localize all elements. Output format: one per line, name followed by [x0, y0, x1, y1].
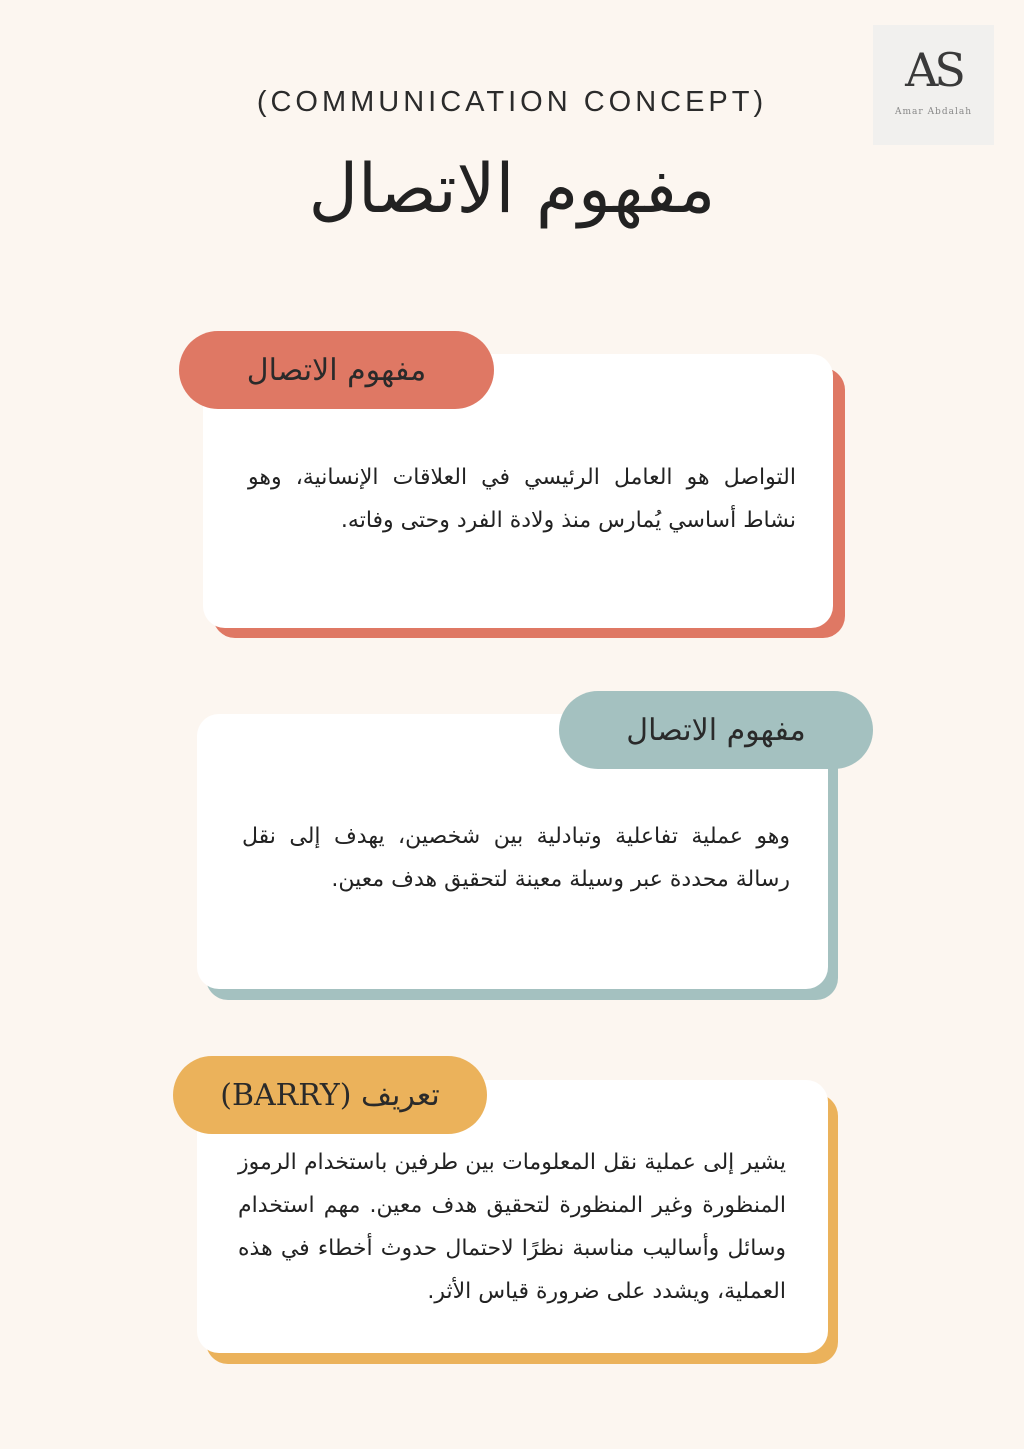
- card-1-label: مفهوم الاتصال: [179, 331, 494, 409]
- card-2-text: وهو عملية تفاعلية وتبادلية بين شخصين، يهدف إلى نقل رسالة محددة عبر وسيلة معينة لتحقيق هدف معين.: [242, 824, 790, 892]
- page-title: مفهوم الاتصال: [308, 150, 716, 229]
- logo-signature: Amar Abdalah: [895, 107, 972, 117]
- logo-monogram: AS: [905, 43, 962, 97]
- card-3-label: تعريف (BARRY): [173, 1056, 487, 1134]
- card-1-text: التواصل هو العامل الرئيسي في العلاقات الإنسانية، وهو نشاط أساسي يُمارس منذ ولادة الفرد وحتى وفاته.: [248, 465, 796, 533]
- card-3-text: يشير إلى عملية نقل المعلومات بين طرفين باستخدام الرموز المنظورة وغير المنظورة لتحقيق هدف معين. مهم استخدام وسائل وأساليب مناسبة نظرًا لاحتمال حدوث أخطاء في هذه العملية، ويشدد على ضرورة قياس الأثر.: [238, 1150, 786, 1304]
- page-subtitle: (COMMUNICATION CONCEPT): [256, 86, 768, 118]
- brand-logo: [873, 25, 994, 145]
- card-2-label: مفهوم الاتصال: [559, 691, 873, 769]
